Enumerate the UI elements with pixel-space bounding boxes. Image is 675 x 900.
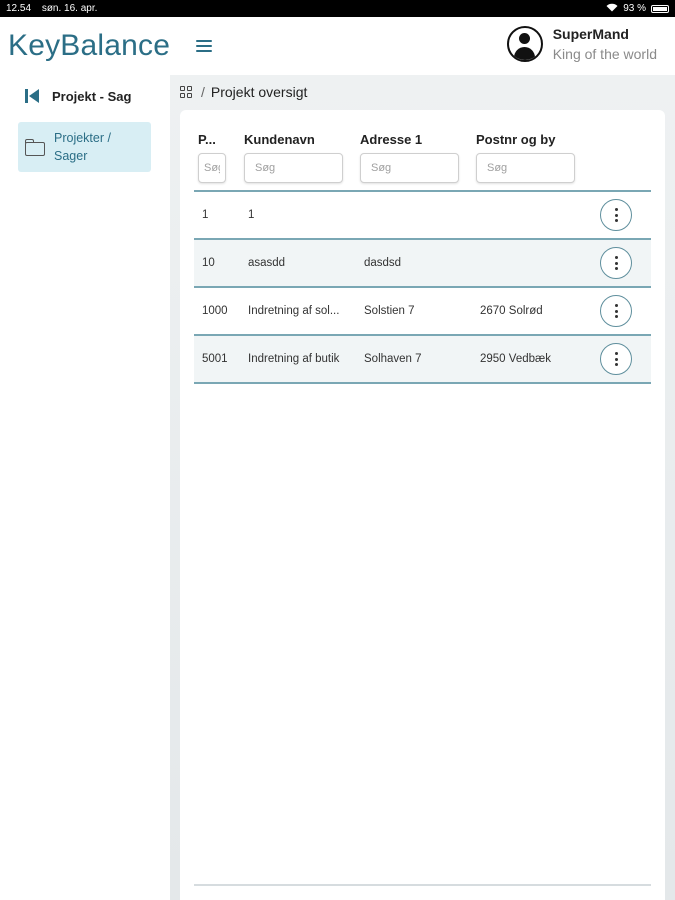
cell-project-no: 5001: [202, 353, 228, 365]
column-label: Postnr og by: [476, 132, 556, 147]
cell-customer: Indretning af sol...: [248, 305, 340, 317]
app-header: [0, 17, 675, 75]
filter-input-customer[interactable]: [244, 153, 343, 183]
cell-postal: 2670 Solrød: [480, 305, 543, 317]
cell-project-no: 1000: [202, 305, 228, 317]
breadcrumb-separator: /: [201, 84, 205, 100]
more-vertical-icon[interactable]: [600, 247, 632, 279]
column-header-project: [198, 132, 226, 183]
project-table: [194, 128, 651, 384]
cell-address: Solstien 7: [364, 305, 415, 317]
table-row[interactable]: [194, 192, 651, 240]
status-date: søn. 16. apr.: [41, 3, 98, 14]
cell-address: Solhaven 7: [364, 353, 422, 365]
sidebar-item-back[interactable]: [24, 87, 131, 105]
more-vertical-icon[interactable]: [600, 343, 632, 375]
status-time: 12.54: [6, 3, 32, 14]
column-label: Adresse 1: [360, 132, 423, 147]
cell-postal: 2950 Vedbæk: [480, 353, 551, 365]
table-row[interactable]: [194, 288, 651, 336]
filter-input-address[interactable]: [360, 153, 459, 183]
sidebar: [0, 75, 170, 900]
cell-customer: Indretning af butik: [248, 353, 340, 365]
more-vertical-icon[interactable]: [600, 295, 632, 327]
breadcrumb: [180, 84, 307, 100]
table-header: [194, 128, 651, 192]
user-role: King of the world: [552, 46, 657, 62]
cell-customer: 1: [248, 209, 255, 221]
avatar-icon: [507, 26, 543, 62]
cell-address: dasdsd: [364, 257, 402, 269]
more-vertical-icon[interactable]: [600, 199, 632, 231]
table-row[interactable]: [194, 240, 651, 288]
filter-input-postal[interactable]: [476, 153, 575, 183]
user-profile[interactable]: [507, 26, 657, 62]
battery-icon: [651, 5, 669, 13]
cell-project-no: 1: [202, 209, 209, 221]
column-header-address: [360, 132, 459, 183]
sidebar-item-projects-label: Projekter / Sager: [54, 131, 111, 163]
table-row[interactable]: [194, 336, 651, 384]
cell-postal: [480, 192, 586, 238]
page-title: Projekt oversigt: [210, 84, 308, 100]
folder-icon: [25, 139, 45, 156]
status-bar: [0, 0, 675, 17]
back-icon: [24, 87, 42, 105]
wifi-icon: [606, 3, 618, 15]
app-logo: KeyBalance: [8, 29, 171, 62]
menu-icon[interactable]: [196, 40, 212, 52]
column-label: P...: [198, 132, 216, 147]
cell-project-no: 10: [202, 257, 215, 269]
column-header-customer: [244, 132, 343, 183]
table-footer-divider: [194, 884, 651, 886]
user-name: SuperMand: [552, 26, 629, 42]
sidebar-item-back-label: Projekt - Sag: [52, 88, 132, 104]
grid-icon[interactable]: [180, 86, 193, 99]
sidebar-item-projects[interactable]: [18, 122, 151, 172]
column-label: Kundenavn: [244, 132, 315, 147]
project-list-card: [180, 110, 665, 900]
cell-postal: [480, 240, 586, 286]
cell-address: [364, 192, 470, 238]
filter-input-project[interactable]: [198, 153, 226, 183]
cell-customer: asasdd: [248, 257, 286, 269]
battery-percent: 93 %: [623, 3, 646, 14]
column-header-postal: [476, 132, 575, 183]
